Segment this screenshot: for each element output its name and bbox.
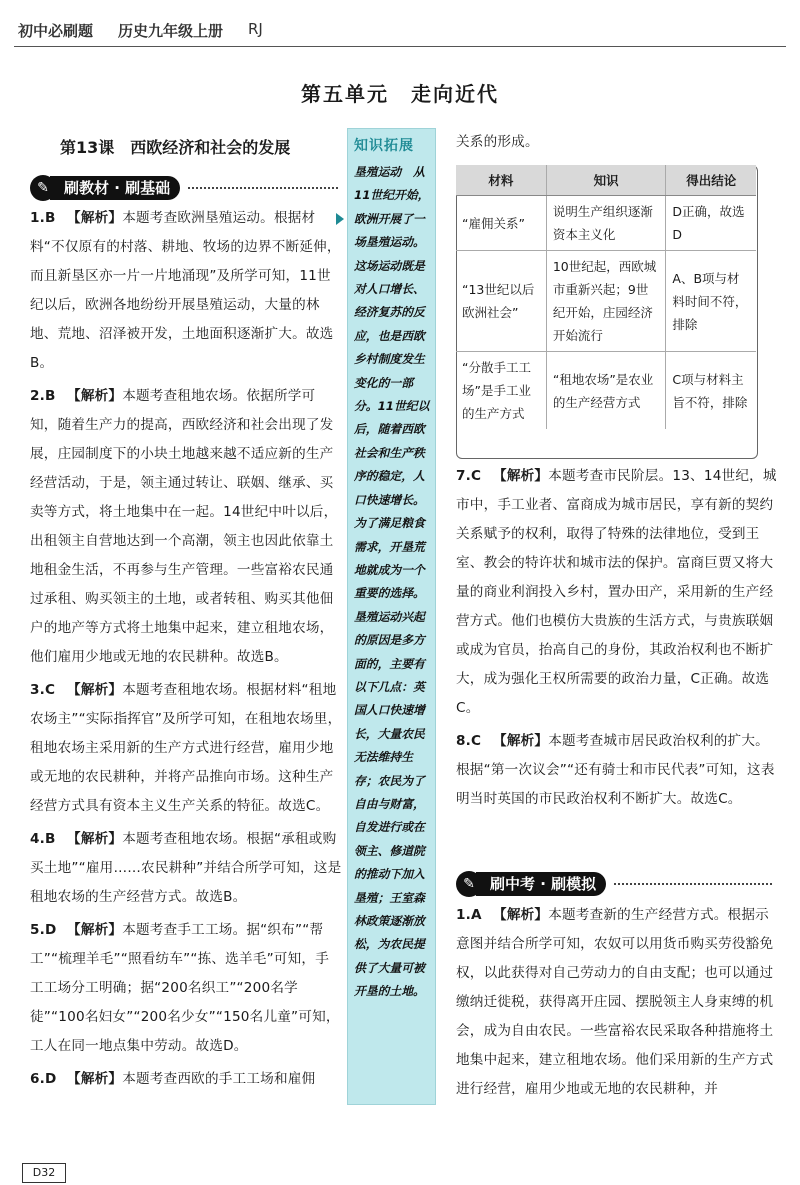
subject-name: 历史九年级上册 (118, 22, 224, 40)
answer-item (30, 825, 342, 912)
unit-title: 第五单元 走向近代 (301, 82, 499, 106)
book-name: 初中必刷题 (18, 22, 94, 40)
item-number: 1. (456, 907, 472, 923)
section-exam (456, 871, 776, 897)
item-number: 1. (30, 210, 46, 226)
answer-item (456, 462, 778, 723)
section-exam-label: 刷中考 · 刷模拟 (476, 872, 606, 896)
brush-icon: ✎ (30, 175, 56, 201)
table-header: 知识 (546, 165, 666, 196)
table-header: 得出结论 (666, 165, 756, 196)
analysis-text: 本题考查新的生产经营方式。根据示意图并结合所学可知，农奴可以用货币购买劳役豁免权，以此获得对自己劳动力的自由支配；也可以通过缴纳迁徙税，获得离开庄园、摆脱领主人身束缚的机会，成为自由农民。一些富裕农民采取各种措施将土地集中起来，建立租地农场。他们采用新的生产方式进行经营，雇用少地或无地的农民耕种，并 (456, 907, 774, 1097)
item-number: 8. (456, 733, 472, 749)
exam-answer-column (456, 901, 778, 1104)
lesson-title: 第13课 西欧经济和社会的发展 (60, 138, 291, 157)
table-cell: 说明生产组织逐渐资本主义化 (546, 196, 666, 251)
answer-item (30, 1065, 342, 1094)
item-number: 6. (30, 1071, 46, 1087)
analysis-table (456, 165, 756, 429)
answer-letter: C (45, 682, 56, 698)
section-textbook-label: 刷教材 · 刷基础 (50, 176, 180, 200)
table-cell: “13世纪以后欧洲社会” (456, 251, 546, 352)
table-header: 材料 (456, 165, 546, 196)
table-cell: A、B项与材料时间不符，排除 (666, 251, 756, 352)
analysis-text: 本题考查西欧的手工工场和雇佣 (122, 1071, 316, 1087)
table-cell: C项与材料主旨不符，排除 (666, 352, 756, 430)
answer-letter: B (45, 831, 56, 847)
analysis-label: 【解析】 (493, 733, 549, 749)
brush-icon: ✎ (456, 871, 482, 897)
analysis-text: 本题考查租地农场。根据材料“租地农场主”“实际指挥官”及所学可知，在租地农场里，租地农场主采用新的生产方式进行经营，雇用少地或无地的农民耕种，并将产品推向市场。这种生产经营方式具有资本主义生产关系的特征。故选C。 (30, 682, 342, 814)
item-number: 5. (30, 922, 46, 938)
analysis-label: 【解析】 (67, 388, 123, 404)
answer-item (30, 204, 342, 378)
right-answer-column (456, 462, 778, 814)
pointer-arrow-icon (336, 213, 344, 225)
item-number: 3. (30, 682, 46, 698)
answer-item (456, 727, 778, 814)
answer-letter: B (45, 388, 56, 404)
edition-label: RJ (248, 20, 263, 38)
table-cell: “租地农场”是农业的生产经营方式 (546, 352, 666, 430)
section-divider (614, 883, 772, 885)
analysis-text: 本题考查租地农场。依据所学可知，随着生产力的提高，西欧经济和社会出现了发展，庄园制度下的小块土地越来越不适应新的生产经营活动，于是，领主通过转让、联姻、继承、买卖等方式，将土地集中在一起。14世纪中叶以后，出租领主自营地达到一个高潮，领主也因此依靠土地租金生活，不再参与生产管理。一些富裕农民通过承租、购买领主的土地，或者转租、购买其他佃户的地产等方式将土地集中起来，建立租地农场，他们雇用少地或无地的农民耕种。故选B。 (30, 388, 338, 665)
analysis-label: 【解析】 (67, 922, 123, 938)
answer-letter: A (471, 907, 482, 923)
analysis-label: 【解析】 (67, 210, 123, 226)
right-top-text: 关系的形成。 (456, 134, 539, 150)
analysis-label: 【解析】 (67, 682, 123, 698)
left-answer-column (30, 204, 342, 1094)
analysis-text: 本题考查欧洲垦殖运动。根据材料“不仅原有的村落、耕地、牧场的边界不断延伸，而且新垦区亦一片一片地涌现”及所学可知，11世纪以后，欧洲各地纷纷开展垦殖运动，大量的林地、荒地、沼泽被开发，土地面积逐渐扩大。故选B。 (30, 210, 341, 371)
page-header (14, 10, 786, 47)
answer-item (30, 382, 342, 672)
table-row (456, 196, 756, 251)
answer-letter: C (471, 468, 482, 484)
answer-letter: D (45, 922, 57, 938)
knowledge-sidebar (347, 128, 436, 1105)
answer-item (30, 916, 342, 1061)
table-cell: “雇佣关系” (456, 196, 546, 251)
item-number: 7. (456, 468, 472, 484)
analysis-text: 本题考查城市居民政治权利的扩大。根据“第一次议会”“还有骑士和市民代表”可知，这表明当时英国的市民政治权利不断扩大。故选C。 (456, 733, 775, 807)
analysis-label: 【解析】 (67, 1071, 123, 1087)
analysis-text: 本题考查手工工场。据“织布”“帮工”“梳理羊毛”“照看纺车”“拣、选羊毛”可知，手工工场分工明确；据“200名织工”“200名学徒”“100名妇女”“200名少女”“150名儿童”可知，工人在同一地点集中劳动。故选D。 (30, 922, 340, 1054)
sidebar-title: 知识拓展 (354, 138, 414, 154)
table-row (456, 352, 756, 430)
analysis-label: 【解析】 (493, 907, 549, 923)
answer-letter: B (45, 210, 56, 226)
answer-item (30, 676, 342, 821)
item-number: 4. (30, 831, 46, 847)
analysis-label: 【解析】 (67, 831, 123, 847)
analysis-text: 本题考查市民阶层。13、14世纪，城市中，手工业者、富商成为城市居民，享有新的契约关系赋予的权利，取得了特殊的法律地位，受到王室、教会的特许状和城市法的保护。富商巨贾又将大量的商业利润投入乡村，置办田产，采用新的生产经营方式。他们也模仿大贵族的生活方式，与贵族联姻或成为官员，抬高自己的身份，其政治权利也不断扩大，成为强化王权所需要的政治力量，C正确。故选C。 (456, 468, 777, 716)
sidebar-text: 垦殖运动 从11世纪开始，欧洲开展了一场垦殖运动。这场运动既是对人口增长、经济复苏的反应，也是西欧乡村制度发生变化的一部分。11世纪以后，随着西欧社会和生产秩序的稳定，人口快速增长。为了满足粮食需求，开垦荒地就成为一个重要的选择。垦殖运动兴起的原因是多方面的，主要有以下几点：英国人口快速增长，大量农民无法维持生存；农民为了自由与财富，自发进行或在领主、修道院的推动下加入垦殖；王室森林政策逐渐放松，为农民提供了大量可被开垦的土地。 (354, 165, 430, 999)
table-row (456, 251, 756, 352)
answer-letter: C (471, 733, 482, 749)
table-cell: D正确，故选D (666, 196, 756, 251)
page-number: D32 (22, 1163, 66, 1183)
item-number: 2. (30, 388, 46, 404)
section-divider (188, 187, 338, 189)
table-cell: “分散手工工场”是手工业的生产方式 (456, 352, 546, 430)
answer-item (456, 901, 778, 1104)
answer-letter: D (45, 1071, 57, 1087)
section-textbook (30, 175, 340, 201)
table-cell: 10世纪起，西欧城市重新兴起；9世纪开始，庄园经济开始流行 (546, 251, 666, 352)
analysis-text: 本题考查租地农场。根据“承租或购买土地”“雇用……农民耕种”并结合所学可知，这是租地农场的生产经营方式。故选B。 (30, 831, 342, 905)
analysis-label: 【解析】 (493, 468, 549, 484)
